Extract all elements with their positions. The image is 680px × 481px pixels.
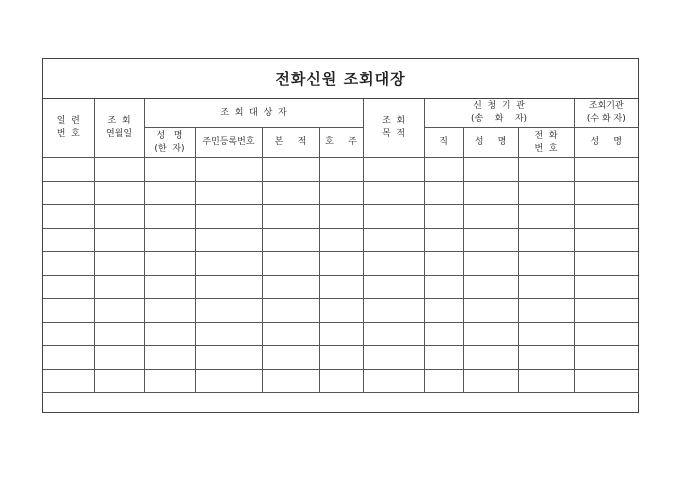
table-cell[interactable] bbox=[518, 275, 574, 299]
table-cell[interactable] bbox=[94, 181, 144, 205]
table-cell[interactable] bbox=[43, 322, 94, 346]
header-subject-name: 성 명 (한 자) bbox=[144, 128, 195, 158]
table-row bbox=[43, 346, 638, 370]
table-cell[interactable] bbox=[43, 346, 94, 370]
header-inquiry-subject: 조 회 대 상 자 bbox=[144, 99, 363, 128]
table-cell[interactable] bbox=[424, 369, 463, 393]
table-row bbox=[43, 275, 638, 299]
header-subject-domicile: 본 적 bbox=[262, 128, 319, 158]
table-cell[interactable] bbox=[319, 275, 363, 299]
table-cell[interactable] bbox=[574, 369, 638, 393]
table-cell[interactable] bbox=[43, 158, 94, 182]
table-cell[interactable] bbox=[574, 205, 638, 229]
table-cell[interactable] bbox=[518, 369, 574, 393]
table-cell[interactable] bbox=[574, 299, 638, 323]
table-cell[interactable] bbox=[195, 252, 262, 276]
header-inquiry-date: 조 회 연월일 bbox=[94, 99, 144, 158]
table-row bbox=[43, 158, 638, 182]
table-cell[interactable] bbox=[463, 369, 518, 393]
table-cell[interactable] bbox=[424, 228, 463, 252]
table-cell[interactable] bbox=[94, 346, 144, 370]
table-cell[interactable] bbox=[319, 346, 363, 370]
table-cell[interactable] bbox=[518, 181, 574, 205]
table-cell[interactable] bbox=[94, 158, 144, 182]
table-cell[interactable] bbox=[518, 322, 574, 346]
table-cell[interactable] bbox=[262, 252, 319, 276]
table-cell[interactable] bbox=[43, 275, 94, 299]
table-cell[interactable] bbox=[463, 322, 518, 346]
table-cell[interactable] bbox=[195, 369, 262, 393]
table-cell[interactable] bbox=[574, 275, 638, 299]
table-cell[interactable] bbox=[319, 322, 363, 346]
table-cell[interactable] bbox=[43, 181, 94, 205]
form-title: 전화신원 조회대장 bbox=[43, 59, 638, 99]
table-cell[interactable] bbox=[43, 205, 94, 229]
table-cell[interactable] bbox=[195, 346, 262, 370]
table-cell[interactable] bbox=[424, 346, 463, 370]
table-cell[interactable] bbox=[43, 299, 94, 323]
table-cell[interactable] bbox=[363, 322, 424, 346]
table-cell[interactable] bbox=[363, 252, 424, 276]
table-cell[interactable] bbox=[43, 228, 94, 252]
table-cell[interactable] bbox=[319, 299, 363, 323]
table-row bbox=[43, 228, 638, 252]
header-requester-name: 성 명 bbox=[463, 128, 518, 158]
table-cell[interactable] bbox=[518, 346, 574, 370]
table-cell[interactable] bbox=[424, 252, 463, 276]
table-cell[interactable] bbox=[363, 181, 424, 205]
table-cell[interactable] bbox=[424, 205, 463, 229]
table-cell[interactable] bbox=[463, 181, 518, 205]
table-cell[interactable] bbox=[195, 275, 262, 299]
table-cell[interactable] bbox=[262, 205, 319, 229]
table-row bbox=[43, 322, 638, 346]
table-cell[interactable] bbox=[363, 346, 424, 370]
table-cell[interactable] bbox=[463, 158, 518, 182]
table-cell[interactable] bbox=[518, 158, 574, 182]
table-cell[interactable] bbox=[363, 228, 424, 252]
table-cell[interactable] bbox=[94, 275, 144, 299]
table-cell[interactable] bbox=[144, 252, 195, 276]
table-cell[interactable] bbox=[262, 228, 319, 252]
table-cell[interactable] bbox=[94, 205, 144, 229]
table-cell[interactable] bbox=[463, 228, 518, 252]
table-cell[interactable] bbox=[518, 205, 574, 229]
table-cell[interactable] bbox=[144, 369, 195, 393]
header-serial-number: 일 련 번 호 bbox=[43, 99, 94, 158]
table-cell[interactable] bbox=[518, 252, 574, 276]
table-cell[interactable] bbox=[94, 322, 144, 346]
header-inquiry-purpose: 조 회 목 적 bbox=[363, 99, 424, 158]
table-cell[interactable] bbox=[144, 158, 195, 182]
table-cell[interactable] bbox=[144, 205, 195, 229]
table-row bbox=[43, 299, 638, 323]
header-requester-position: 직 bbox=[424, 128, 463, 158]
table-cell[interactable] bbox=[319, 228, 363, 252]
table-cell[interactable] bbox=[574, 322, 638, 346]
table-cell[interactable] bbox=[43, 252, 94, 276]
table-cell[interactable] bbox=[463, 299, 518, 323]
table-cell[interactable] bbox=[319, 158, 363, 182]
table-cell[interactable] bbox=[94, 228, 144, 252]
table-row bbox=[43, 369, 638, 393]
table-cell[interactable] bbox=[574, 181, 638, 205]
table-cell[interactable] bbox=[574, 346, 638, 370]
table-cell[interactable] bbox=[195, 181, 262, 205]
table-cell[interactable] bbox=[94, 369, 144, 393]
table-cell[interactable] bbox=[262, 158, 319, 182]
table-cell[interactable] bbox=[262, 369, 319, 393]
table-row bbox=[43, 181, 638, 205]
table-cell[interactable] bbox=[363, 205, 424, 229]
header-inquiring-agency: 조회기관 (수 화 자) bbox=[574, 99, 638, 128]
table-cell[interactable] bbox=[424, 299, 463, 323]
table-cell[interactable] bbox=[574, 252, 638, 276]
table-cell[interactable] bbox=[463, 205, 518, 229]
table-cell[interactable] bbox=[463, 275, 518, 299]
table-cell[interactable] bbox=[463, 346, 518, 370]
table-cell[interactable] bbox=[94, 299, 144, 323]
table-cell[interactable] bbox=[363, 299, 424, 323]
table-cell[interactable] bbox=[43, 369, 94, 393]
table-cell[interactable] bbox=[195, 322, 262, 346]
table-cell[interactable] bbox=[144, 228, 195, 252]
table-cell[interactable] bbox=[195, 299, 262, 323]
table-cell[interactable] bbox=[363, 158, 424, 182]
table-cell[interactable] bbox=[94, 252, 144, 276]
header-subject-reg-number: 주민등록번호 bbox=[195, 128, 262, 158]
table-cell[interactable] bbox=[363, 275, 424, 299]
table-cell[interactable] bbox=[144, 322, 195, 346]
table-cell[interactable] bbox=[195, 205, 262, 229]
table-row bbox=[43, 252, 638, 276]
header-requesting-agency: 신 청 기 관 (송 화 자) bbox=[424, 99, 574, 128]
table-cell[interactable] bbox=[144, 181, 195, 205]
table-cell[interactable] bbox=[262, 322, 319, 346]
table-cell[interactable] bbox=[424, 158, 463, 182]
table-cell[interactable] bbox=[463, 252, 518, 276]
table-cell[interactable] bbox=[262, 181, 319, 205]
table-row bbox=[43, 205, 638, 229]
table-cell[interactable] bbox=[574, 228, 638, 252]
table-cell[interactable] bbox=[574, 158, 638, 182]
table-cell[interactable] bbox=[319, 369, 363, 393]
table-cell[interactable] bbox=[144, 299, 195, 323]
register-table bbox=[43, 99, 638, 393]
header-subject-householder: 호 주 bbox=[319, 128, 363, 158]
table-cell[interactable] bbox=[195, 158, 262, 182]
inquiry-register-form bbox=[42, 58, 639, 413]
table-cell[interactable] bbox=[262, 346, 319, 370]
table-cell[interactable] bbox=[424, 181, 463, 205]
table-cell[interactable] bbox=[262, 275, 319, 299]
register-rows bbox=[43, 158, 638, 393]
table-cell[interactable] bbox=[363, 369, 424, 393]
table-cell[interactable] bbox=[195, 228, 262, 252]
header-requester-phone: 전 화 번 호 bbox=[518, 128, 574, 158]
table-cell[interactable] bbox=[518, 299, 574, 323]
table-cell[interactable] bbox=[518, 228, 574, 252]
table-cell[interactable] bbox=[319, 181, 363, 205]
table-cell[interactable] bbox=[262, 299, 319, 323]
table-cell[interactable] bbox=[319, 205, 363, 229]
table-cell[interactable] bbox=[424, 322, 463, 346]
table-cell[interactable] bbox=[319, 252, 363, 276]
table-cell[interactable] bbox=[424, 275, 463, 299]
table-cell[interactable] bbox=[144, 275, 195, 299]
table-cell[interactable] bbox=[144, 346, 195, 370]
header-inquirer-name: 성 명 bbox=[574, 128, 638, 158]
